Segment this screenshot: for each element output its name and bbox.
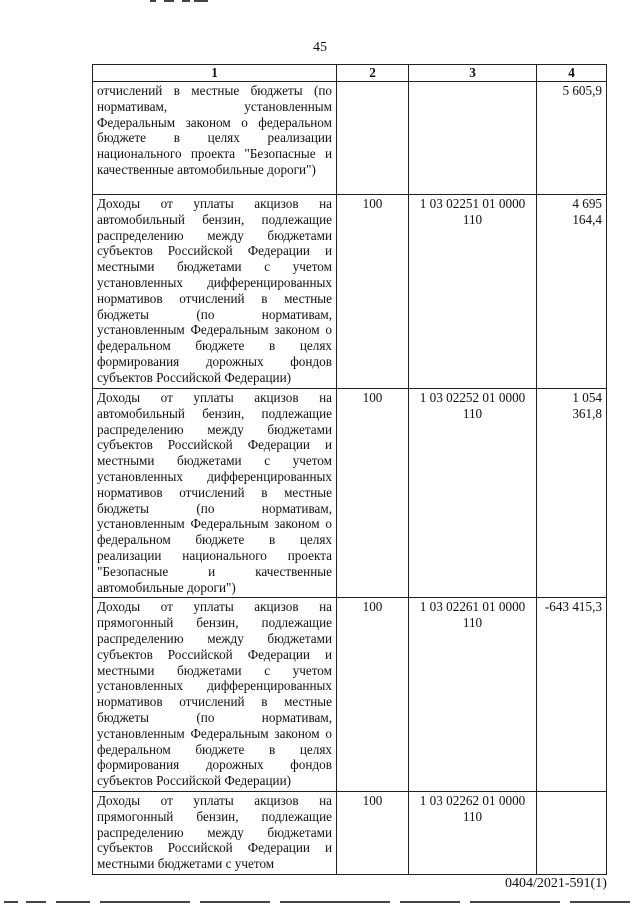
page-number: 45 (313, 40, 327, 55)
budget-revenue-table (92, 64, 607, 875)
column-header-amount: 4 (537, 65, 607, 82)
table-row (93, 598, 607, 792)
row-budget-code: 1 03 02261 01 0000 110 (409, 598, 537, 792)
row-name: Доходы от уплаты акцизов на автомобильный бензин, подлежащие распределению между бюджетами субъектов Российской Федерации и местными бюджетами с учетом установленных дифференцированных нормативов отчислений в местные бюджеты (по нормативам, установленным Федеральным законом о федеральном бюджете в целях реализации национального проекта "Безопасные и качественные автомобильные дороги") (93, 389, 337, 598)
scan-artifact-top (150, 0, 210, 6)
table-row (93, 389, 607, 598)
table-row (93, 791, 607, 874)
row-name: Доходы от уплаты акцизов на прямогонный бензин, подлежащие распределению между бюджетами субъектов Российской Федерации и местными бюджетами с учетом (93, 791, 337, 874)
column-header-code: 3 (409, 65, 537, 82)
row-admin-code: 100 (337, 195, 409, 389)
row-amount: 4 695 164,4 (537, 195, 607, 389)
row-budget-code (409, 82, 537, 195)
row-name: отчислений в местные бюджеты (по нормативам, установленным Федеральным законом о федеральном бюджете в целях реализации национального проекта "Безопасные и качественные автомобильные дороги") (93, 82, 337, 195)
column-header-name: 1 (93, 65, 337, 82)
row-admin-code: 100 (337, 389, 409, 598)
row-budget-code: 1 03 02252 01 0000 110 (409, 389, 537, 598)
row-amount: 1 054 361,8 (537, 389, 607, 598)
table-row (93, 82, 607, 195)
scan-artifact-bottom (0, 898, 640, 905)
row-admin-code (337, 82, 409, 195)
row-name: Доходы от уплаты акцизов на прямогонный бензин, подлежащие распределению между бюджетами субъектов Российской Федерации и местными бюджетами с учетом установленных дифференцированных нормативов отчислений в местные бюджеты (по нормативам, установленным Федеральным законом о федеральном бюджете в целях формирования дорожных фондов субъектов Российской Федерации) (93, 598, 337, 792)
row-amount: 5 605,9 (537, 82, 607, 195)
row-amount: -643 415,3 (537, 598, 607, 792)
document-footer-code: 0404/2021-591(1) (505, 876, 607, 891)
row-name: Доходы от уплаты акцизов на автомобильный бензин, подлежащие распределению между бюджетами субъектов Российской Федерации и местными бюджетами с учетом установленных дифференцированных нормативов отчислений в местные бюджеты (по нормативам, установленным Федеральным законом о федеральном бюджете в целях формирования дорожных фондов субъектов Российской Федерации) (93, 195, 337, 389)
column-header-admin: 2 (337, 65, 409, 82)
row-admin-code: 100 (337, 791, 409, 874)
table-row (93, 195, 607, 389)
row-budget-code: 1 03 02262 01 0000 110 (409, 791, 537, 874)
row-budget-code: 1 03 02251 01 0000 110 (409, 195, 537, 389)
row-amount (537, 791, 607, 874)
row-admin-code: 100 (337, 598, 409, 792)
table-header-row (93, 65, 607, 82)
